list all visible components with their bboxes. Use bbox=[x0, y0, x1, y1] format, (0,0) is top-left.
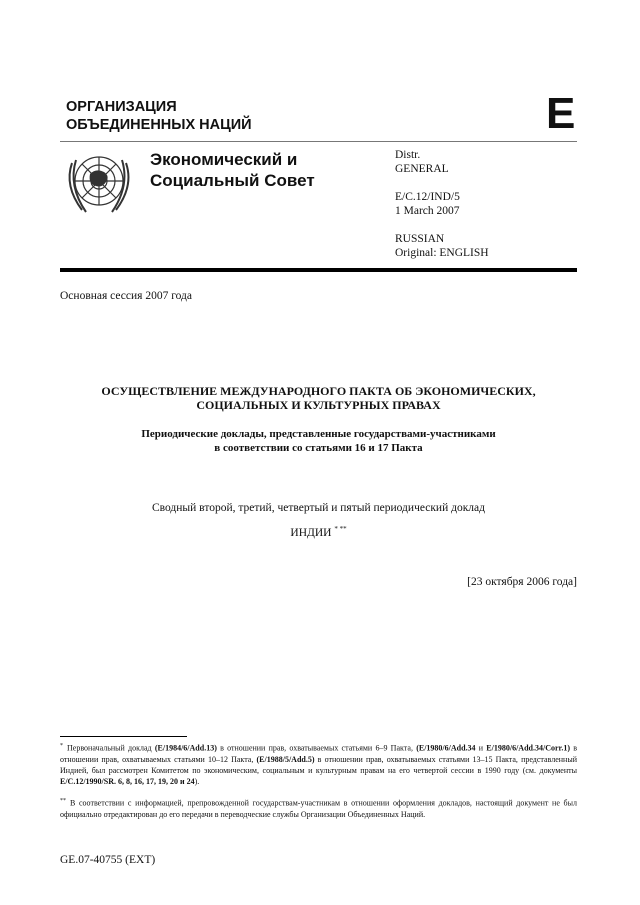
footnote-separator bbox=[60, 736, 187, 737]
org-line-1: ОРГАНИЗАЦИЯ bbox=[66, 99, 177, 115]
report-description: Сводный второй, третий, четвертый и пятый периодический доклад bbox=[151, 502, 485, 514]
job-number: GE.07-40755 (EXT) bbox=[60, 854, 156, 866]
footnote-marks: * ** bbox=[334, 525, 347, 533]
council-line-2: Социальный Совет bbox=[150, 171, 315, 190]
document-title bbox=[60, 384, 577, 412]
distr-label: Distr. bbox=[395, 149, 421, 161]
original-language: Original: ENGLISH bbox=[395, 247, 489, 259]
document-reference: (E/1988/5/Add.5) bbox=[256, 754, 315, 764]
footnote-1 bbox=[60, 741, 577, 787]
country bbox=[60, 525, 577, 539]
session: Основная сессия 2007 года bbox=[60, 290, 193, 302]
footnote-mark: * bbox=[60, 743, 63, 749]
org-line-2: ОБЪЕДИНЕННЫХ НАЦИЙ bbox=[66, 117, 252, 133]
council-name bbox=[150, 149, 315, 191]
footnote-text: в отношении прав, охватываемых статьями 6–9 Пакта, bbox=[216, 743, 417, 753]
distr-value: GENERAL bbox=[395, 163, 449, 175]
report-date: [23 октября 2006 года] bbox=[467, 576, 577, 588]
document-subtitle bbox=[60, 427, 577, 455]
document-date: 1 March 2007 bbox=[395, 205, 460, 217]
un-emblem-icon bbox=[62, 148, 136, 218]
country-name: ИНДИИ bbox=[290, 526, 332, 539]
title-line-1: ОСУЩЕСТВЛЕНИЕ МЕЖДУНАРОДНОГО ПАКТА ОБ ЭКОНОМИЧЕСКИХ, bbox=[101, 384, 536, 398]
header-divider bbox=[60, 141, 577, 142]
document-reference: (E/1984/6/Add.13) bbox=[154, 743, 217, 753]
footnote-text: В соответствии с информацией, препровожденной государствам-участникам в отношении оформления докладов, настоящий документ не был официально отредактирован до его передачи в переводческие службы Организации Объединенных Наций. bbox=[60, 798, 577, 819]
footnote-text: Первоначальный доклад bbox=[67, 743, 155, 753]
subtitle-line-1: Периодические доклады, представленные государствами-участниками bbox=[141, 428, 496, 440]
document-symbol: E/C.12/IND/5 bbox=[395, 191, 460, 203]
document-meta bbox=[395, 148, 489, 260]
document-reference: E/C.12/1990/SR. 6, 8, 16, 17, 19, 20 и 24 bbox=[60, 776, 195, 786]
document-language: RUSSIAN bbox=[395, 233, 445, 245]
footnote-text: в отношении прав, охватываемых статьями 10–12 Пакта, bbox=[60, 743, 578, 764]
document-reference: (E/1980/6/Add.34 bbox=[416, 743, 476, 753]
organization-name bbox=[66, 98, 252, 134]
footnote-mark: ** bbox=[60, 798, 66, 804]
footnote-text: и bbox=[475, 743, 487, 753]
document-reference: E/1980/6/Add.34/Corr.1) bbox=[486, 743, 571, 753]
subtitle-line-2: в соответствии со статьями 16 и 17 Пакта bbox=[214, 442, 423, 454]
footnote-text: в отношении прав, охватываемых статьями 13–15 Пакта, представленный Индией, был рассмотрен Комитетом по экономическим, социальным и культурным правам на его четвертой сессии в 1990 году (см. документы bbox=[60, 754, 577, 775]
header-thick-rule bbox=[60, 268, 577, 272]
footnote-text: ). bbox=[194, 776, 200, 786]
language-letter: E bbox=[546, 89, 576, 138]
footnote-2 bbox=[60, 796, 577, 820]
title-line-2: СОЦИАЛЬНЫХ И КУЛЬТУРНЫХ ПРАВАХ bbox=[196, 398, 441, 412]
council-line-1: Экономический и bbox=[150, 150, 298, 169]
